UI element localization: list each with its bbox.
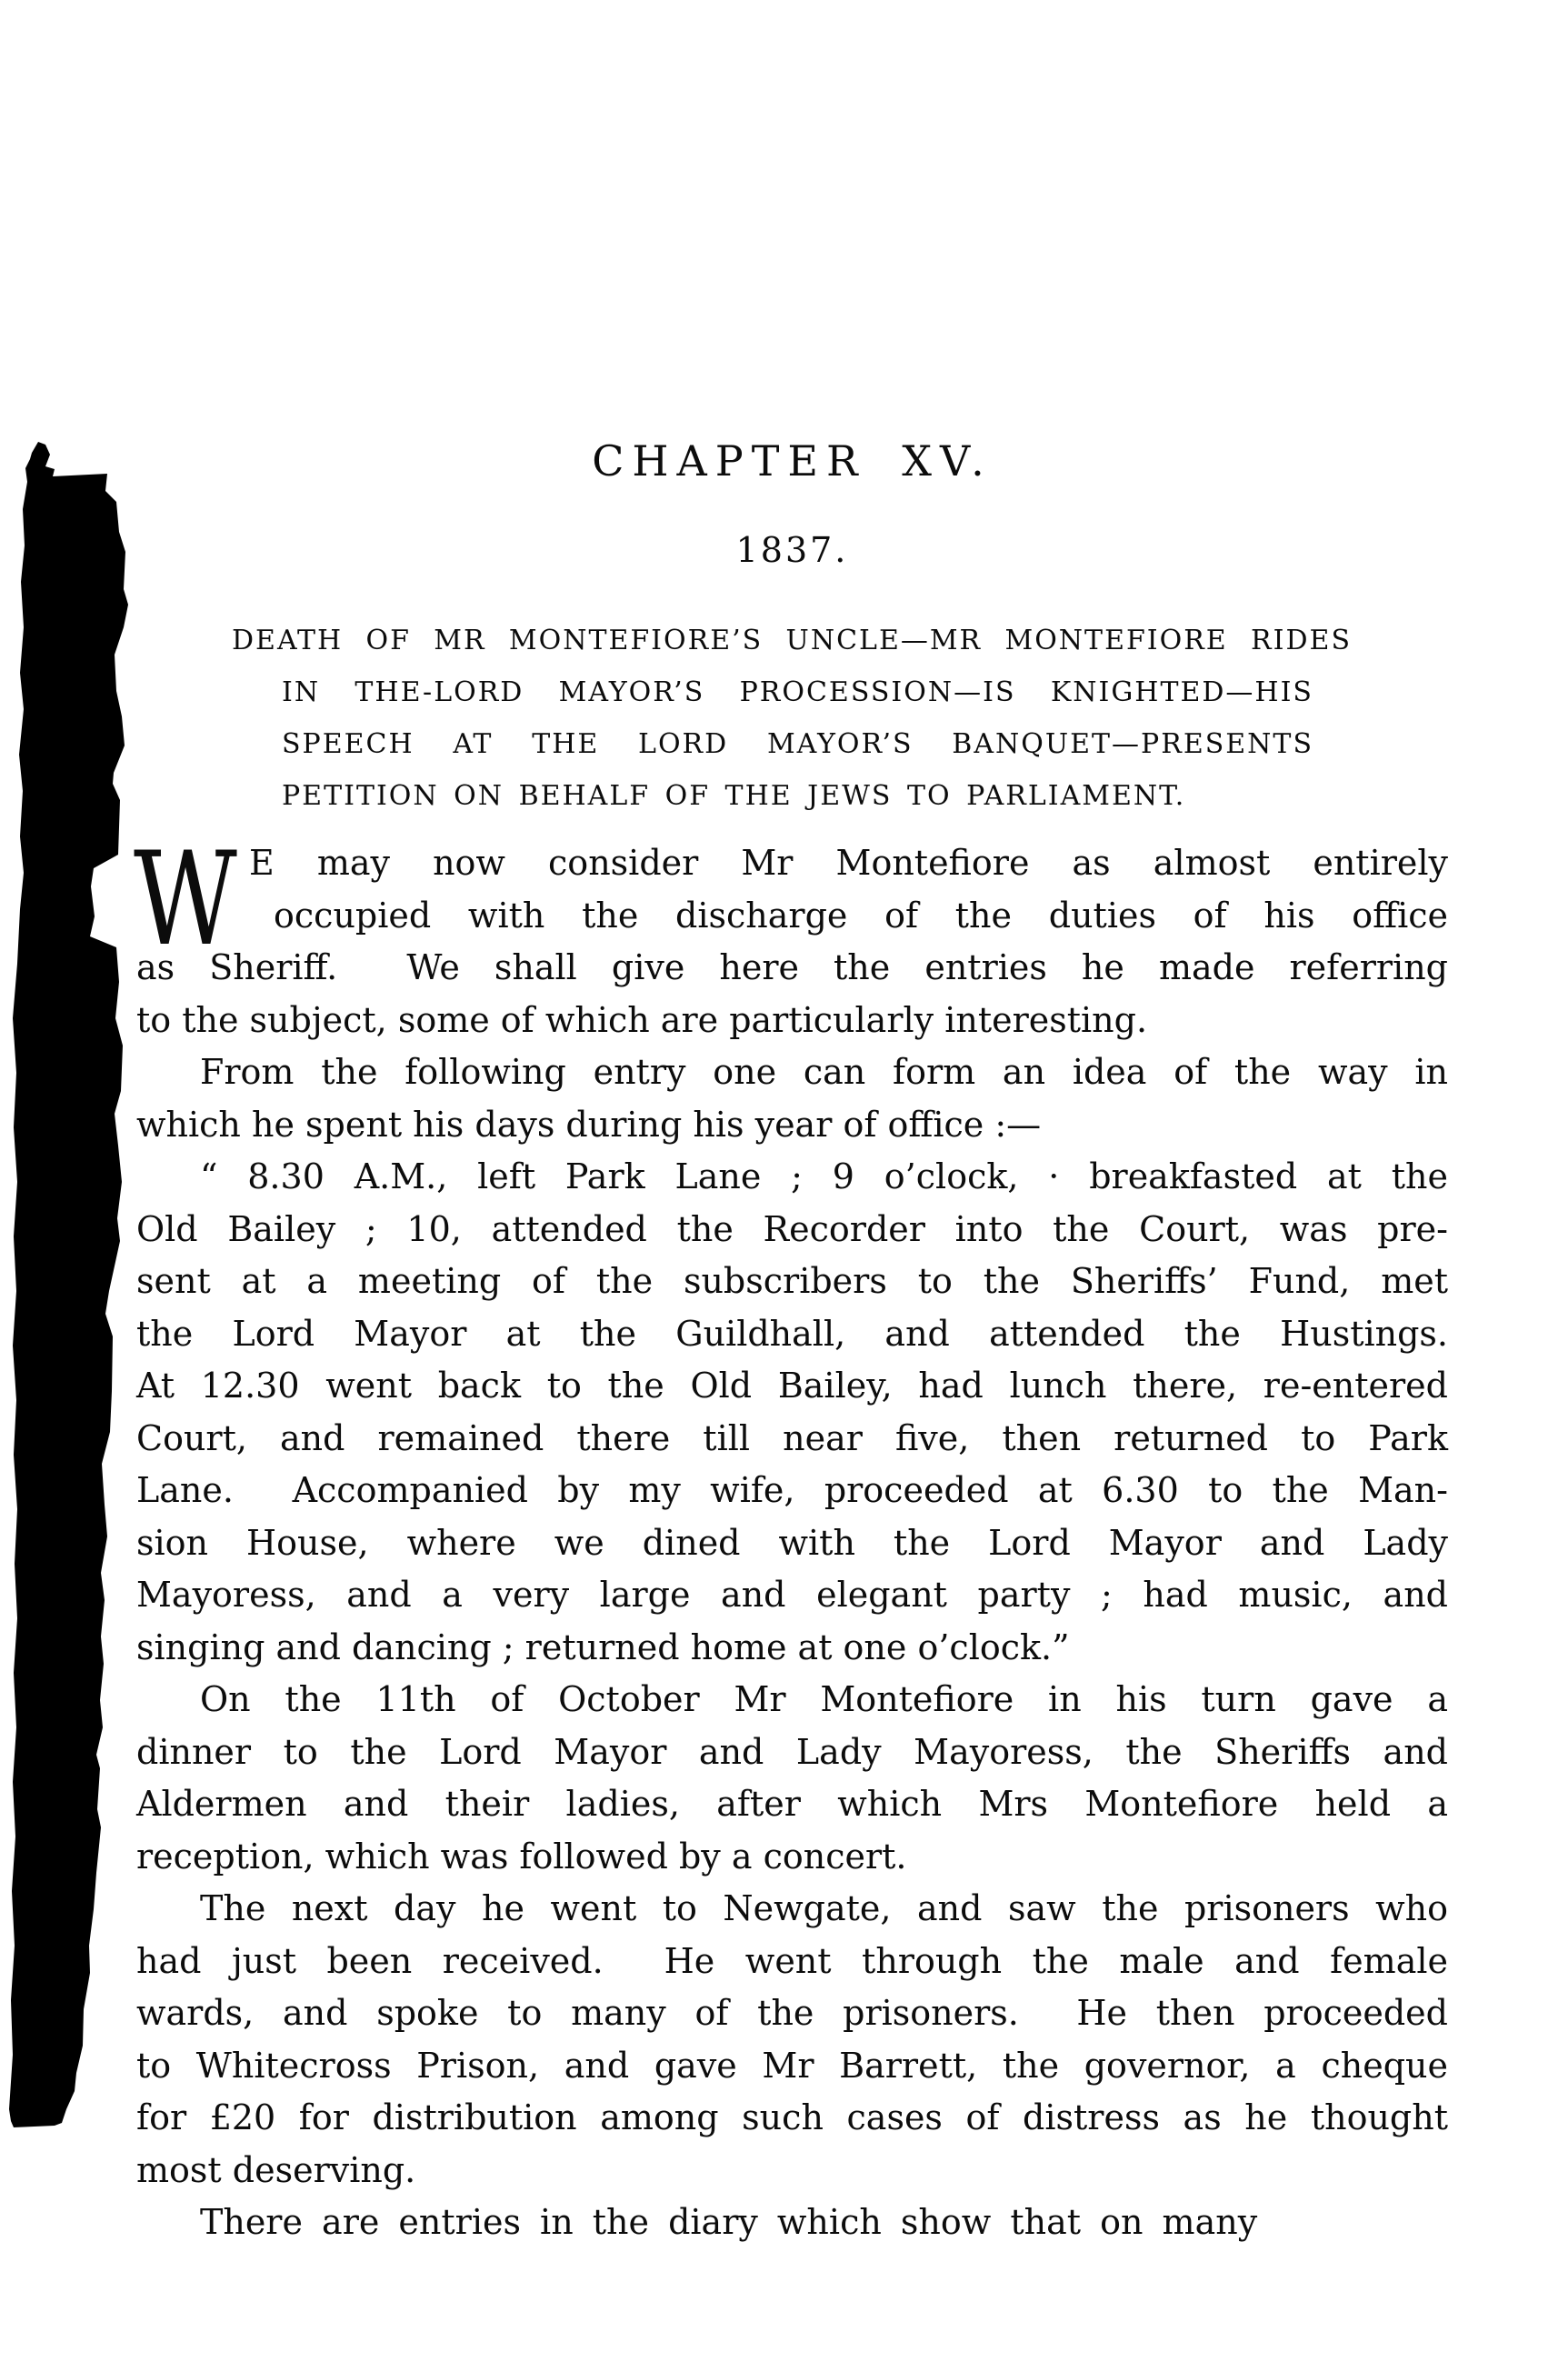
paragraph [136, 2197, 1448, 2249]
text-line: At 12.30 went back to the Old Bailey, had lunch there, re-entered [136, 1366, 1448, 1406]
paragraph [136, 1151, 1448, 1674]
text-line: wards, and spoke to many of the prisoners. He then proceeded [136, 1993, 1448, 2033]
text-line: Lane. Accompanied by my wife, proceeded at 6.30 to the Man- [136, 1470, 1448, 1510]
text-line: singing and dancing ; returned home at one o’clock.” [136, 1626, 1070, 1667]
text-line: “ 8.30 A.M., left Park Lane ; 9 o’clock, · breakfasted at the [200, 1156, 1448, 1196]
text-line: On the 11th of October Mr Montefiore in his turn gave a [200, 1679, 1448, 1719]
text-line: The next day he went to Newgate, and saw the prisoners who [200, 1888, 1448, 1928]
paragraph [136, 1883, 1448, 2197]
paragraph [136, 1674, 1448, 1883]
text-line: There are entries in the diary which show that on many [200, 2202, 1258, 2242]
text-line: reception, which was followed by a concert. [136, 1836, 907, 1877]
text-line: Old Bailey ; 10, attended the Recorder into the Court, was pre- [136, 1208, 1448, 1249]
text-line: E may now consider Mr Montefiore as almost entirely [249, 843, 1448, 883]
summary-line: IN THE-LORD MAYOR’S PROCESSION—IS KNIGHTED—HIS [282, 676, 1313, 708]
body-text [134, 825, 1448, 2249]
text-line: Aldermen and their ladies, after which Mrs Montefiore held a [136, 1784, 1448, 1824]
text-line: sent at a meeting of the subscribers to the Sheriffs’ Fund, met [136, 1261, 1448, 1301]
text-line: to Whitecross Prison, and gave Mr Barrett, the governor, a cheque [136, 2045, 1448, 2086]
summary-line: DEATH OF MR MONTEFIORE’S UNCLE—MR MONTEFIORE RIDES [232, 625, 1352, 656]
text-line: sion House, where we dined with the Lord Mayor and Lady [136, 1522, 1448, 1563]
text-line: From the following entry one can form an idea of the way in [200, 1052, 1448, 1092]
text-line: as Sheriff. We shall give here the entries he made referring [136, 947, 1448, 987]
ink-blot-artifact [0, 0, 145, 2372]
text-line: which he spent his days during his year of office :— [136, 1104, 1042, 1145]
paragraph [136, 1046, 1448, 1151]
chapter-summary [232, 615, 1352, 822]
chapter-year: 1837. [735, 530, 849, 570]
text-line: to the subject, some of which are particularly interesting. [136, 999, 1148, 1040]
text-line: occupied with the discharge of the duties of his office [274, 895, 1448, 936]
paragraph [134, 825, 1448, 1046]
text-line: had just been received. He went through the male and female [136, 1940, 1448, 1981]
text-line: for £20 for distribution among such cases of distress as he thought [136, 2097, 1448, 2137]
text-line: Mayoress, and a very large and elegant party ; had music, and [136, 1575, 1448, 1615]
text-line: most deserving. [136, 2149, 416, 2190]
summary-line: PETITION ON BEHALF OF THE JEWS TO PARLIAMENT. [282, 780, 1186, 812]
text-line: dinner to the Lord Mayor and Lady Mayoress, the Sheriffs and [136, 1731, 1448, 1772]
text-line: the Lord Mayor at the Guildhall, and attended the Hustings. [136, 1313, 1448, 1354]
drop-cap: W [134, 825, 237, 975]
chapter-heading: CHAPTER XV. [592, 436, 993, 485]
summary-line: SPEECH AT THE LORD MAYOR’S BANQUET—PRESENTS [282, 728, 1313, 760]
text-line: Court, and remained there till near five, then returned to Park [136, 1417, 1448, 1458]
